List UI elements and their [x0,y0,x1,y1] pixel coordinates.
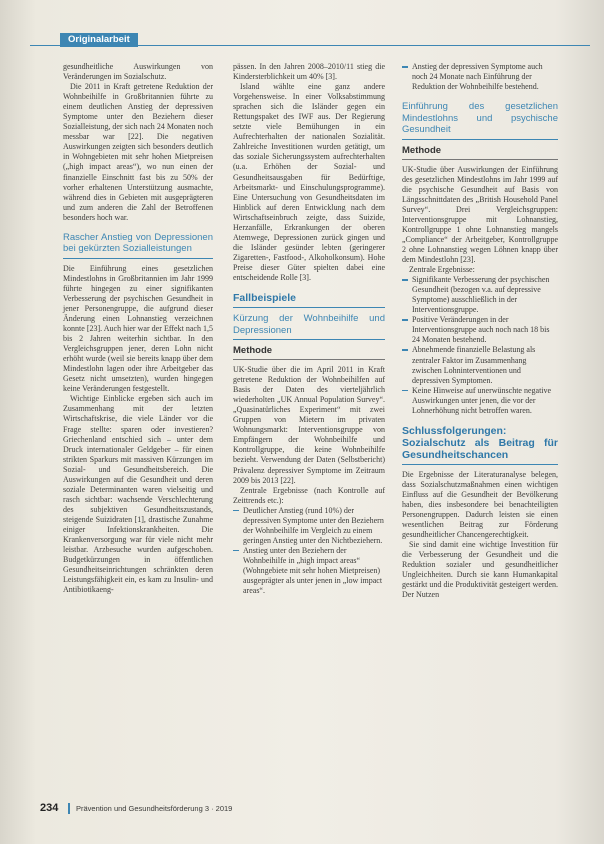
heading-rule [63,258,213,259]
box-subheading: Kürzung der Wohnbeihilfe und Depressionen [233,313,385,336]
list-item: Anstieg unter den Beziehern der Wohnbeihilfe in „high impact areas“ (Wohngebiete mit sehr hohen Mietpreisen) ausgeprägter als unter jenen in „low impact areas“. [233,546,385,596]
column-1 [63,62,213,595]
subheading-rule [402,139,558,140]
column-2 [233,62,385,596]
paragraph: Die Einführung eines gesetzlichen Mindestlohns in Großbritannien im Jahr 1999 führte hingegen zu einer signifikanten Verbesserung der psychischen Gesundheit in jener Personengruppe, die aufgrund dieser Änderung einen Lohnanstieg verzeichnen konnte [23]. Auch hier war der Effekt nach 1,5 bis 2 Jahren weiterhin sichtbar. In den Vergleichsgruppen jener, deren Lohn nicht erhöht wurde (weil sie bereits knapp über dem Mindestlohn lagen oder ihre Arbeitgeber das Gesetz nicht umsetzten), wurden hingegen keine Veränderungen festgestellt. [63,263,213,394]
list-item: Keine Hinweise auf unerwünschte negative Auswirkungen unter jenen, die vor der Lohnerhöhung nicht betroffen waren. [402,386,558,416]
method-label: Methode [233,345,273,357]
list-item: Signifikante Verbesserung der psychischen Gesundheit (bezogen v.a. auf depressive Symptome) ausschließlich in der Interventionsgruppe. [402,275,558,315]
results-list [402,275,558,416]
paragraph: Wichtige Einblicke ergeben sich auch im Zusammenhang mit der letzten Wirtschaftskrise, die viele Länder vor die Frage stellte: sparen oder investieren? Griechenland entschied sich – unter dem Druck internationaler Geldgeber – für einen strikten Sparkurs mit massiven Kürzungen im Sozial- und Gesundheitsbereich. Die Auswirkungen auf die Gesundheit und deren soziale Determinanten waren vielseitig und rasch sichtbar: wachsende Verschlechterung des subjektiven Gesundheitszustands, steigende Suizidraten [1], drastische Zunahme einiger Infektionskrankheiten. Die Krankenversorgung war für viele nicht mehr leistbar. Arzbesuche wurden aufgeschoben. Budgetkürzungen in öffentlichen Gesundheitseinrichtungen schränkten deren Leistungsfähigkeit ein, es kam zu Insulin- und Antibiotikaeng- [63,394,213,595]
bullet-dash-icon [402,66,408,68]
page-footer [40,802,560,816]
list-item: Abnehmende finanzielle Belastung als zentraler Faktor im Zusammenhang zwischen Lohninterventionen und depressiven Symptomen. [402,345,558,385]
bullet-dash-icon [402,279,408,281]
paragraph: Die 2011 in Kraft getretene Reduktion der Wohnbeihilfe in Großbritannien führte zu einem deutlichen Anstieg der depressiven Symptome unter den Beziehern dieser Sozialleistung, der sich nach 24 Monaten noch messbar war [22]. Die negativen Auswirkungen zeigten sich besonders deutlich in Wohngebieten mit sehr hohen Mietpreisen („high impact areas“), wo nun einen der finanzielle Einschnitt fast bis zu 50% der vorher erhaltenen Unterstützung ausmachte, während dies in Gebieten mit ausgeprägteren und zum anderen die Zahl der Betroffenen besonders hoch war. [63,82,213,222]
list-item: Deutlicher Anstieg (rund 10%) der depressiven Symptome unter den Beziehern der Wohnbeihilfe im Vergleich zu einem geringen Anstieg unter den Nichtbeziehern. [233,506,385,546]
bullet-dash-icon [233,510,239,512]
paragraph: Island wählte eine ganz andere Vorgehensweise. In einer Volksabstimmung sprachen sich die Isländer gegen ein Rettungspaket des IWF aus. Der Regierung setzte viele Bemühungen in ein Aufrechterhalten der nationalen Sozialität. Zahlreiche Investitionen wurden getätigt, um das soziale Sicherungssystem aufrechterhalten (u.a. Erhöhen der Sozial- und Gesundheitsausgaben für Bedürftige, Arbeitsmarkt- und Einschulungsprogramme). Eine Untersuchung von Gesundheitsdaten im Hinblick auf deren Entwicklung nach dem Wirtschaftseinbruch zeigte, dass Suizide, Herzanfälle, Erkrankungen der oberen Atemwege, Depressionen zurück gingen und die Isländer gesünder lebten (geringerer Zigaretten-, Fastfood-, Alkoholkonsum). Hohe Preise dieser Güter spielten dabei eine entscheidende Rolle [3]. [233,82,385,282]
heading-rule [233,307,385,308]
journal-name: Prävention und Gesundheitsförderung 3 · 2019 [76,804,233,813]
paragraph: UK-Studie über die im April 2011 in Kraft getretene Reduktion der Wohnbeihilfen auf Basis der Daten des vierteljährlich wiederholten „UK Annual Population Survey“. „Quasinatürliches Experiment“ mit zwei Gruppen von Mietern im privaten Wohnungsmarkt: Interventionsgruppe von Empfängern der Wohnbeihilfe und Kontrollgruppe, die keine Wohnbeihilfe bezieht. Verwendung der Daten (Selbstbericht) Prävalenz depressiver Symptome im Zeitraum 2009 bis 2013 [22]. [233,365,385,485]
column-3 [402,62,558,600]
method-label: Methode [402,144,442,156]
paragraph: Sie sind damit eine wichtige Investition für die Verbesserung der Gesundheit und die Reduktion sozialer und gesundheitlicher Ungleichheiten. Durch sie kann Humankapital gestärkt und die Produktivität gesteigert werden. Der Nutzen [402,540,558,600]
bullet-dash-icon [402,349,408,351]
method-rule [402,159,558,160]
paragraph: Die Ergebnisse der Literaturanalyse belegen, dass Sozialschutzmaßnahmen einen wichtigen Einfluss auf die Gesundheit der Bevölkerung haben, dies insbesondere bei benachteiligten Personengruppen. Dadurch leisten sie einen wesentlichen Beitrag zur Förderung gesundheitlicher Chancengerechtigkeit. [402,469,558,540]
subheading-rule [233,339,385,340]
paragraph: Zentrale Ergebnisse: [409,265,475,275]
paragraph: Zentrale Ergebnisse (nach Kontrolle auf Zeittrends etc.): [233,485,385,505]
section-label: Originalarbeit [60,33,138,47]
paragraph: gesundheitliche Auswirkungen von Veränderungen im Sozialschutz. [63,62,213,82]
page-number: 234 [40,802,59,814]
box-heading: Fallbeispiele [233,292,297,305]
bullet-dash-icon [233,550,239,552]
method-rule [233,359,385,360]
box-subheading: Einführung des gesetzlichen Mindestlohns und psychische Gesundheit [402,101,558,136]
results-list-continued [402,62,558,92]
paragraph: pässen. In den Jahren 2008–2010/11 stieg die Kindersterblichkeit um 40% [3]. [233,62,385,82]
conclusion-heading: Schlussfolgerungen: Sozialschutz als Beitrag für Gesundheitschancen [402,424,558,461]
footer-divider [68,803,70,814]
heading-rule [402,464,558,465]
section-heading: Rascher Anstieg von Depressionen bei gekürzten Sozialleistungen [63,231,213,255]
list-item: Anstieg der depressiven Symptome auch noch 24 Monate nach Einführung der Reduktion der Wohnbeihilfe bestehend. [402,62,558,92]
bullet-dash-icon [402,390,408,392]
results-list [233,506,385,596]
list-item: Positive Veränderungen in der Interventionsgruppe auch noch nach 18 bis 24 Monaten bestehend. [402,315,558,345]
bullet-dash-icon [402,319,408,321]
paragraph: UK-Studie über Auswirkungen der Einführung des gesetzlichen Mindestlohns im Jahr 1999 auf die psychische Gesundheit auf Basis von Längsschnittdaten des „British Household Panel Survey“. Drei Vergleichsgruppen: Interventionsgruppe mit Lohnanstieg, Kontrollgruppe 1 ohne Lohnanstieg mangels „Compliance“ der Arbeitgeber, Kontrollgruppe 2 ohne Lohnanstieg wegen Löhnen knapp über dem Mindestlohn [23]. [402,164,558,265]
